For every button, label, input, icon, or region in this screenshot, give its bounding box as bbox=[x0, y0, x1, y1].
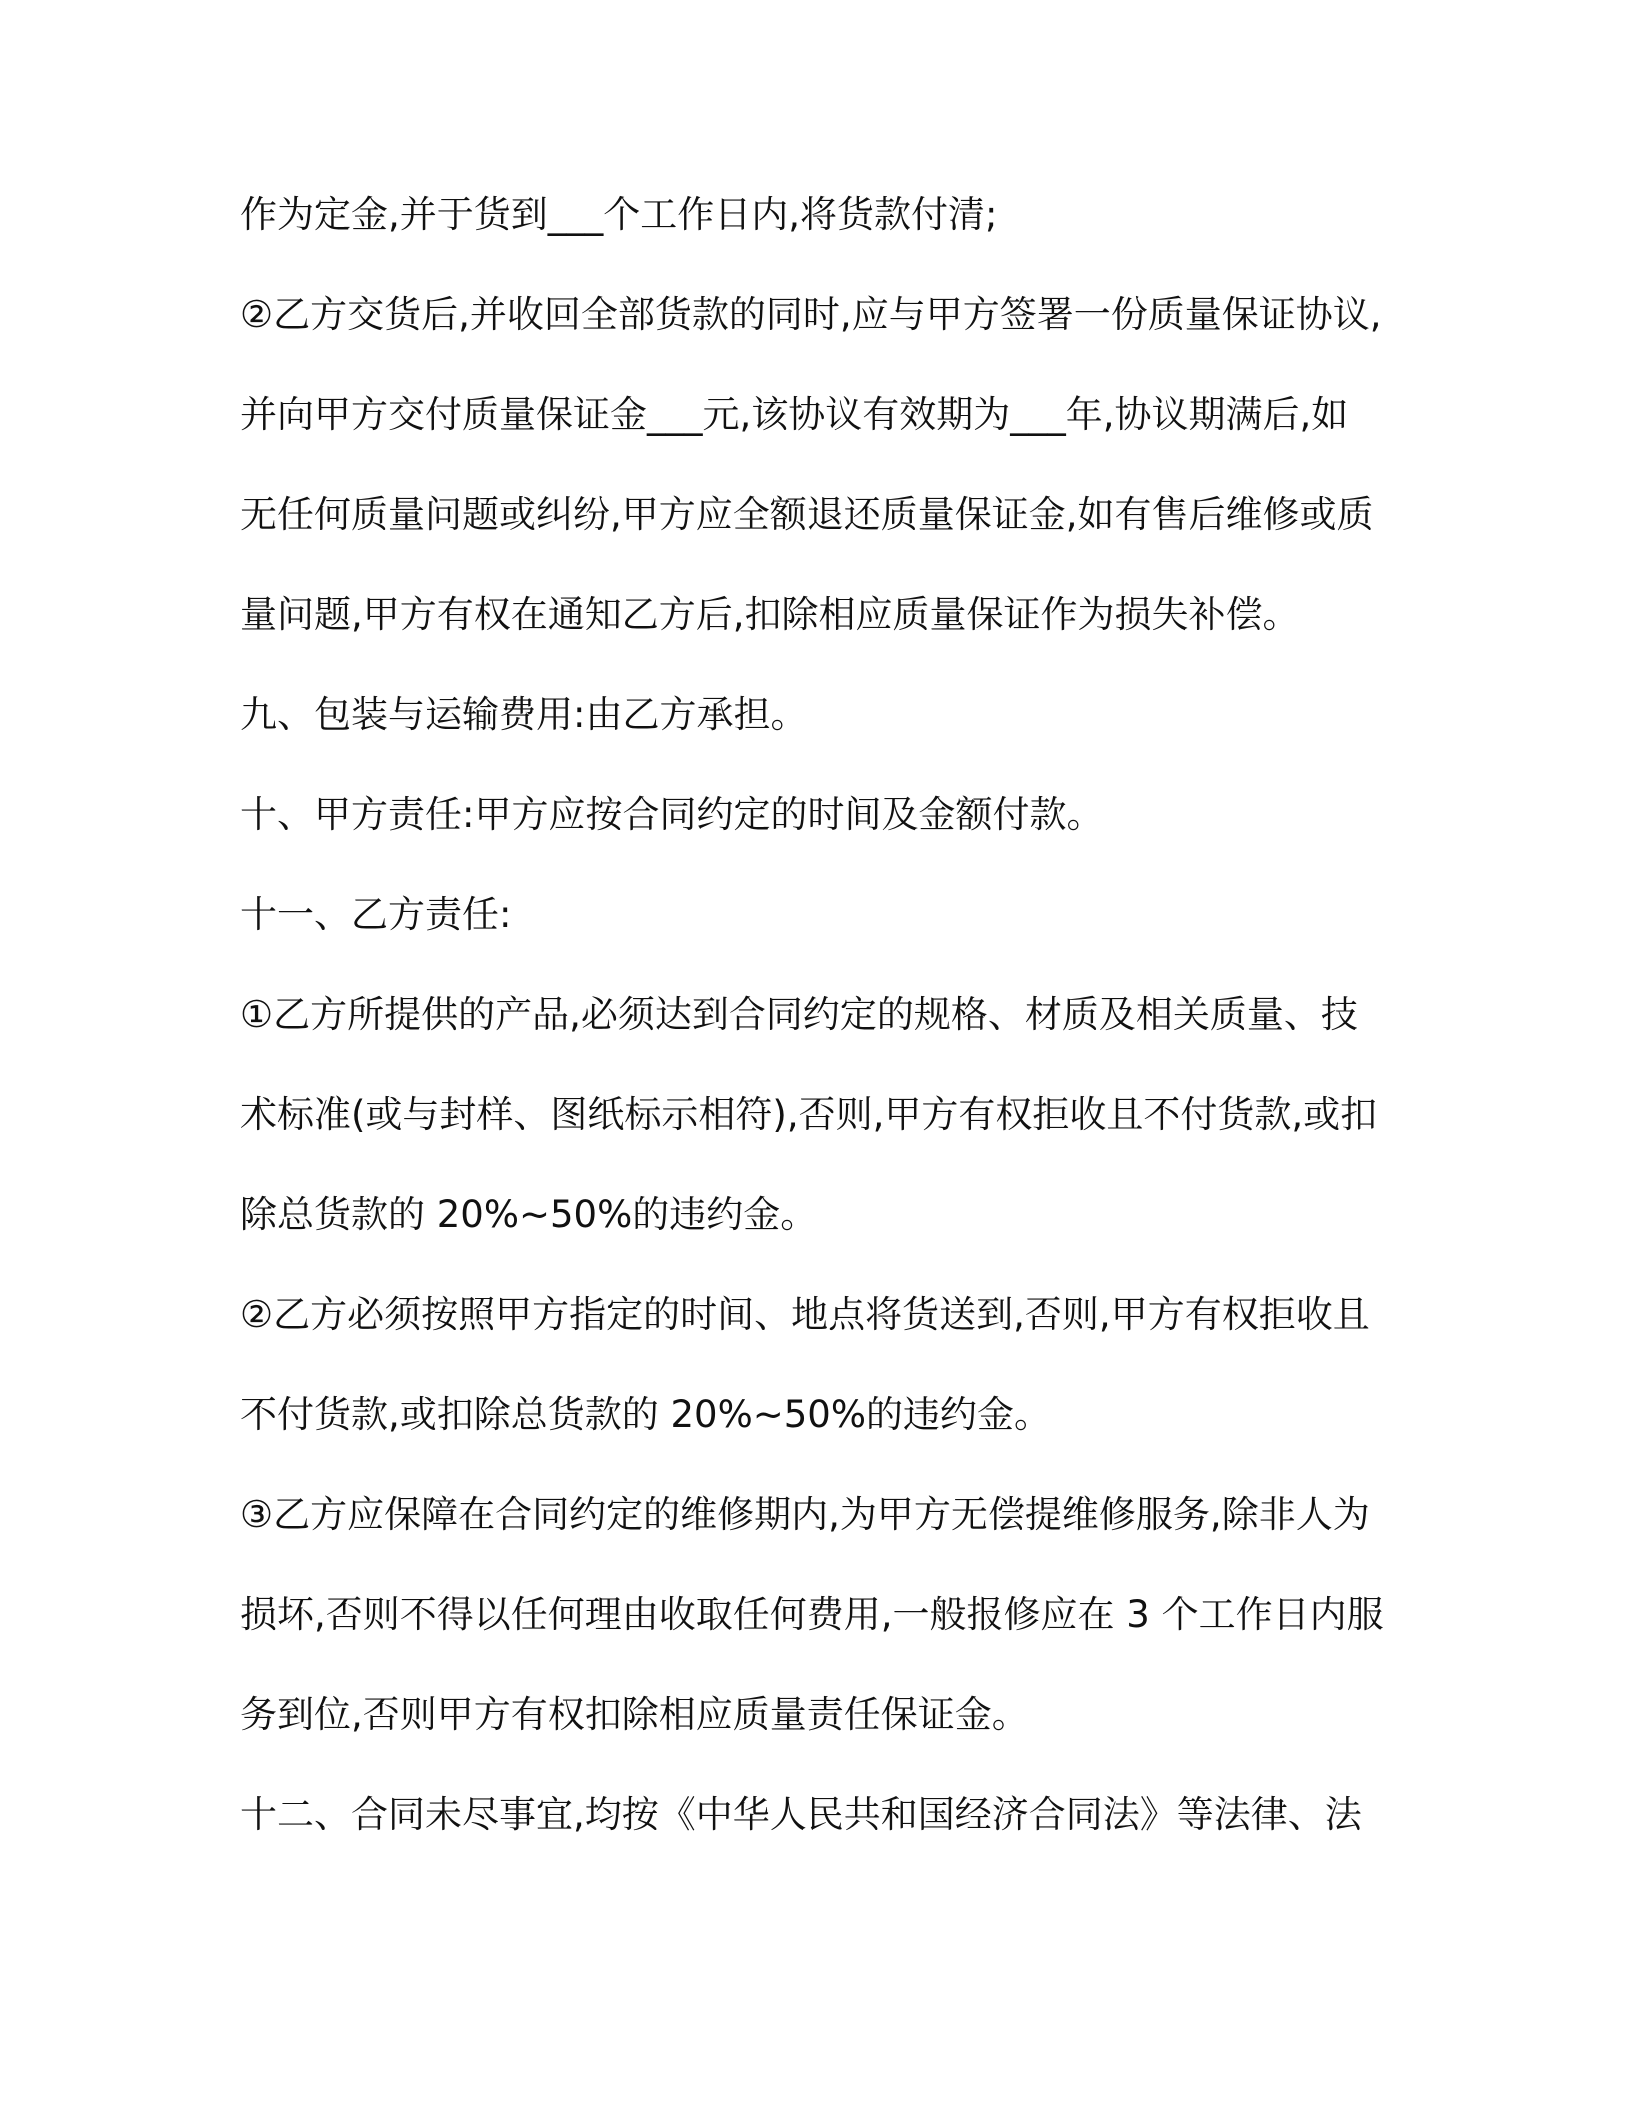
text-line: ②乙方交货后,并收回全部货款的同时,应与甲方签署一份质量保证协议, bbox=[240, 293, 1382, 336]
text-line: 术标准(或与封样、图纸标示相符),否则,甲方有权拒收且不付货款,或扣 bbox=[240, 1093, 1378, 1136]
text-line: 十二、合同未尽事宜,均按《中华人民共和国经济合同法》等法律、法 bbox=[240, 1793, 1362, 1836]
text-line: 十一、乙方责任: bbox=[240, 893, 512, 936]
text-line: 十、甲方责任:甲方应按合同约定的时间及金额付款。 bbox=[240, 793, 1104, 836]
text-line: 损坏,否则不得以任何理由收取任何费用,一般报修应在 3 个工作日内服 bbox=[240, 1593, 1384, 1636]
text-line: 除总货款的 20%~50%的违约金。 bbox=[240, 1193, 818, 1236]
text-line: ①乙方所提供的产品,必须达到合同约定的规格、材质及相关质量、技 bbox=[240, 993, 1358, 1036]
text-line: 量问题,甲方有权在通知乙方后,扣除相应质量保证作为损失补偿。 bbox=[240, 593, 1300, 636]
text-line: ②乙方必须按照甲方指定的时间、地点将货送到,否则,甲方有权拒收且 bbox=[240, 1293, 1370, 1336]
text-line: ③乙方应保障在合同约定的维修期内,为甲方无偿提维修服务,除非人为 bbox=[240, 1493, 1370, 1536]
text-line: 无任何质量问题或纠纷,甲方应全额退还质量保证金,如有售后维修或质 bbox=[240, 493, 1374, 536]
text-line: 务到位,否则甲方有权扣除相应质量责任保证金。 bbox=[240, 1693, 1029, 1736]
text-line: 九、包装与运输费用:由乙方承担。 bbox=[240, 693, 808, 736]
text-line: 作为定金,并于货到___个工作日内,将货款付清; bbox=[240, 193, 998, 236]
text-line: 并向甲方交付质量保证金___元,该协议有效期为___年,协议期满后,如 bbox=[240, 393, 1349, 436]
text-line: 不付货款,或扣除总货款的 20%~50%的违约金。 bbox=[240, 1393, 1051, 1436]
